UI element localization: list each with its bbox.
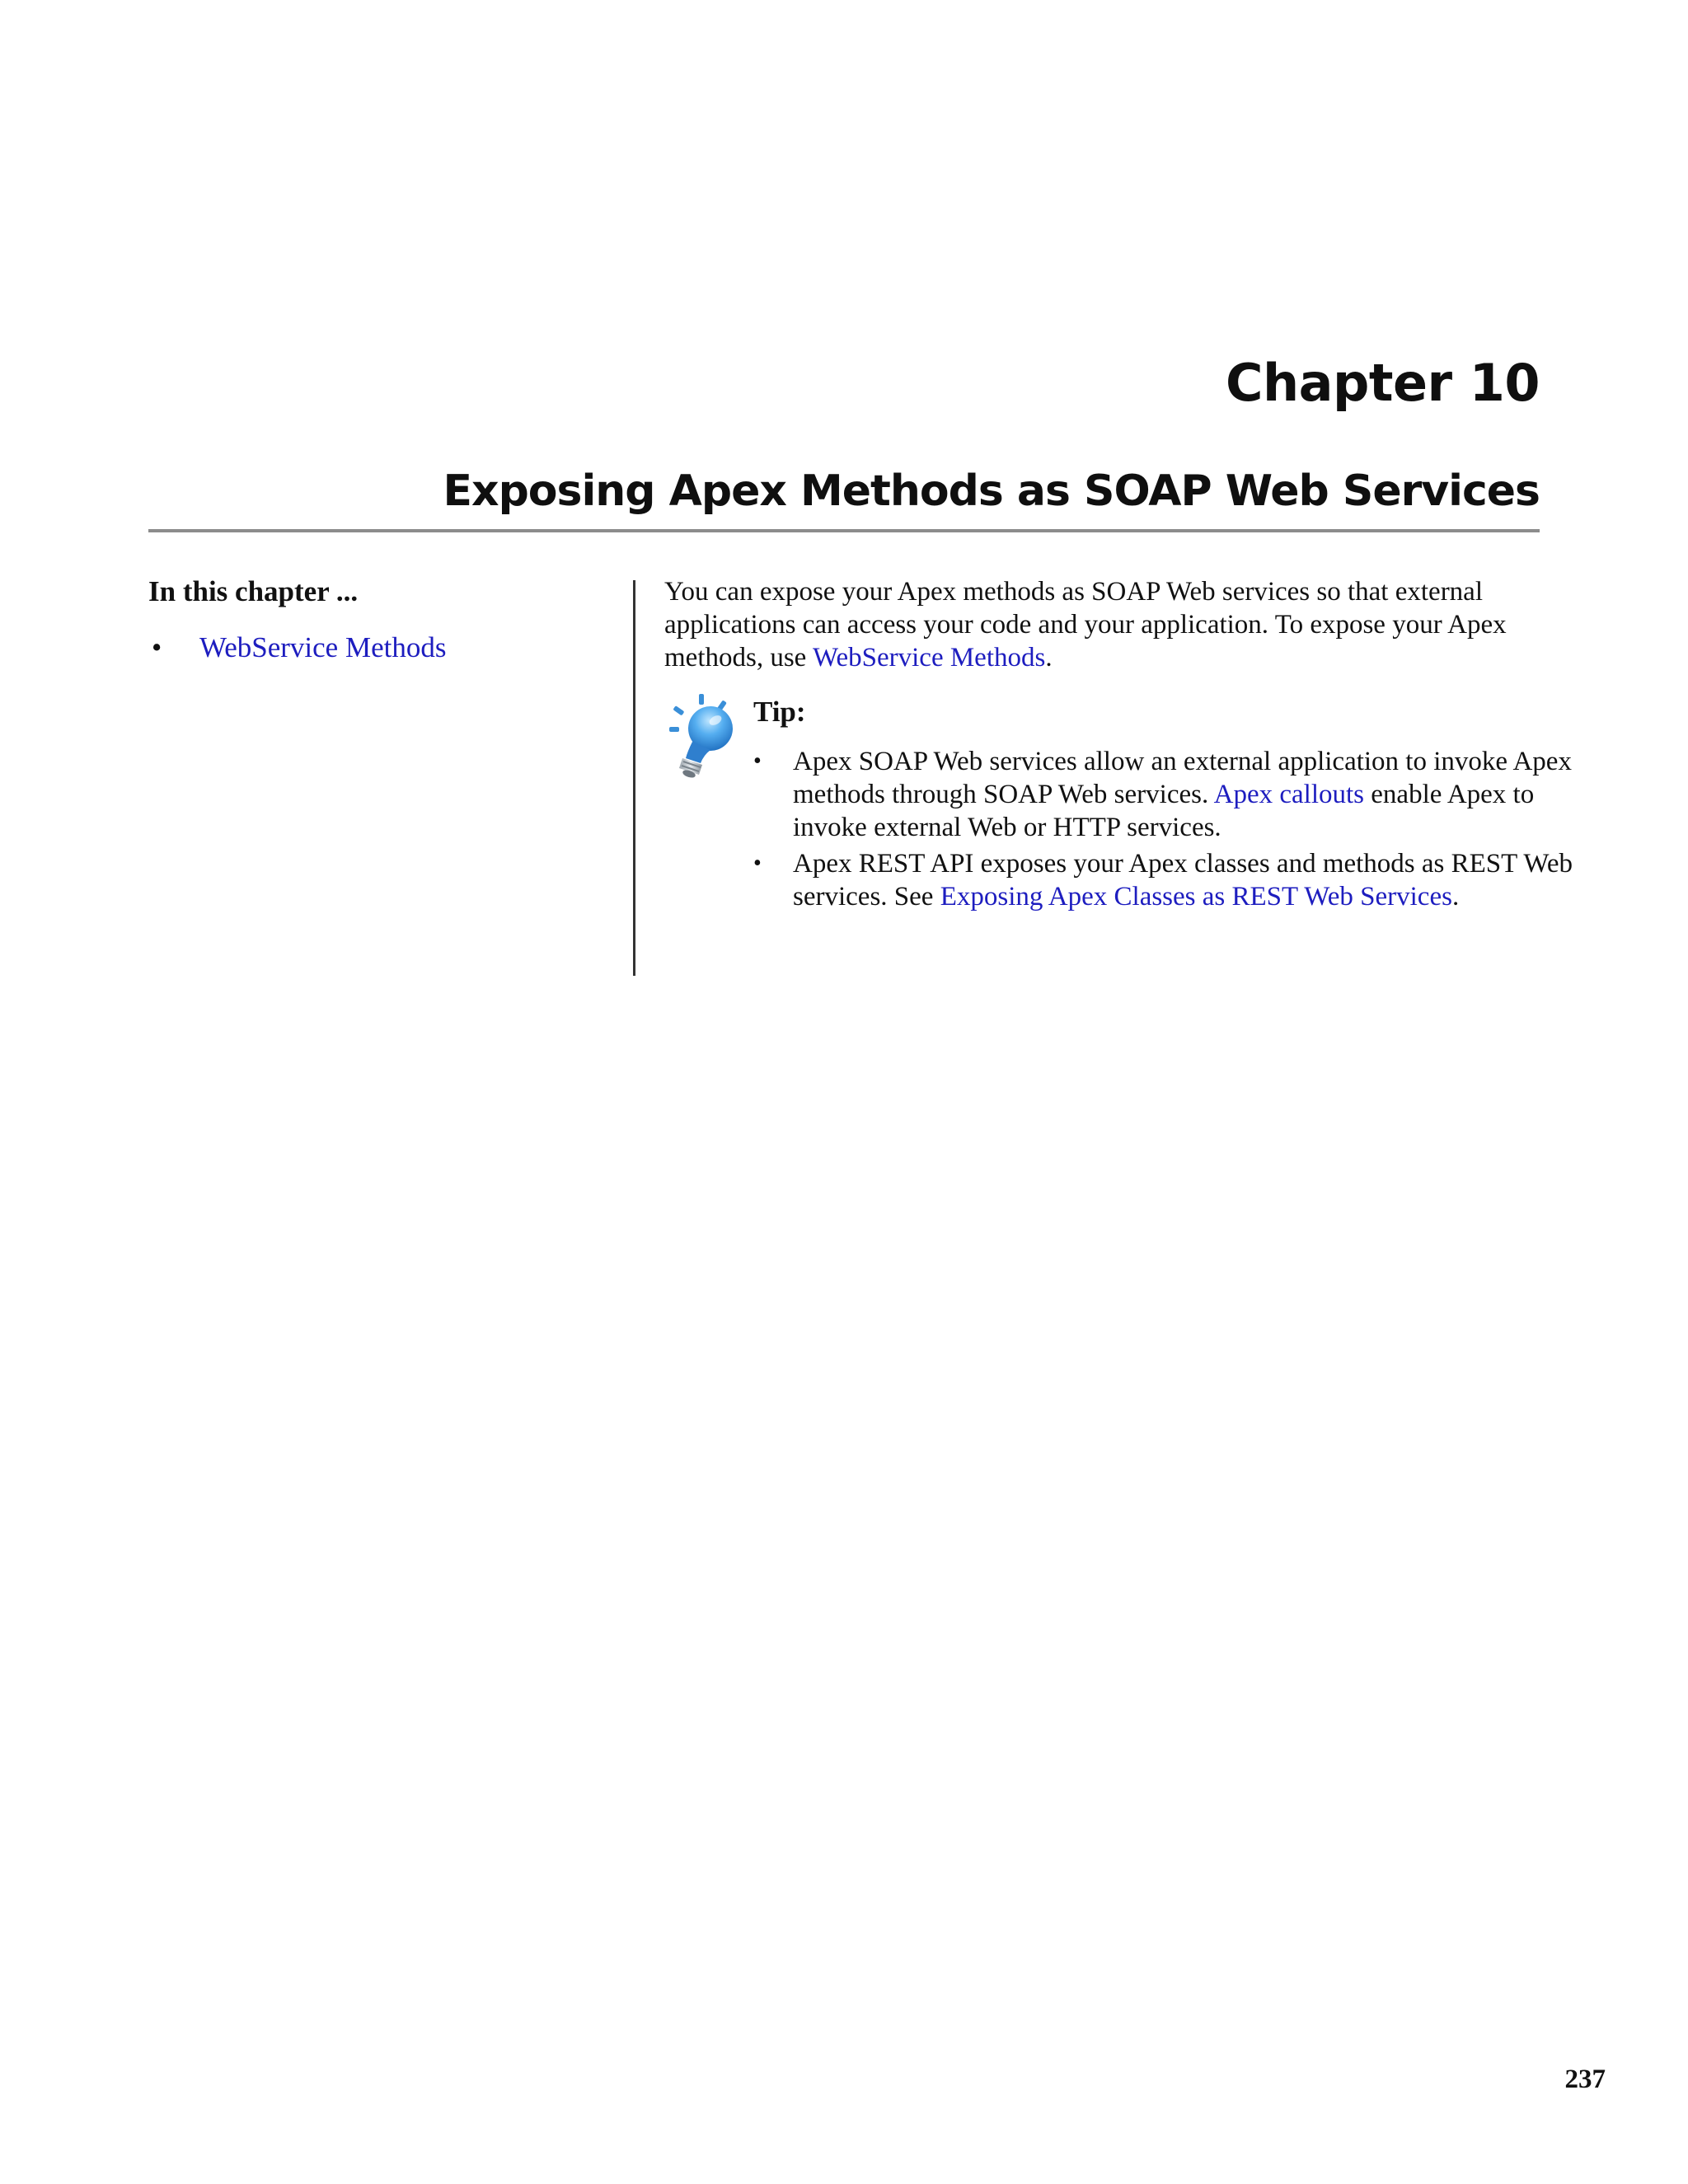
lightbulb-icon	[668, 692, 737, 780]
bullet-icon: •	[152, 631, 162, 663]
bullet-icon: •	[753, 748, 762, 774]
chapter-number: Chapter 10	[1226, 353, 1540, 413]
tip-link-apex-callouts[interactable]: Apex callouts	[1213, 780, 1365, 809]
sidebar-list	[148, 628, 610, 668]
tip-link-rest-web-services[interactable]: Exposing Apex Classes as REST Web Services	[940, 882, 1452, 912]
title-rule	[148, 529, 1540, 532]
tip-item-text: Apex SOAP Web services allow an external application to invoke Apex methods through SOAP Web services.	[793, 747, 1572, 809]
chapter-contents-sidebar	[148, 572, 610, 668]
tip-list	[753, 745, 1578, 916]
list-item	[753, 847, 1578, 913]
main-content	[664, 575, 1573, 940]
page-number: 237	[1564, 2064, 1606, 2094]
tip-label: Tip:	[753, 696, 806, 728]
list-item	[148, 628, 610, 668]
intro-text-end: .	[1045, 643, 1053, 673]
bullet-icon: •	[753, 851, 762, 876]
list-item	[753, 745, 1578, 844]
sidebar-heading: In this chapter ...	[148, 575, 359, 607]
tip-item-text: Apex REST API exposes your Apex classes and methods as REST Web services. See	[793, 849, 1573, 912]
chapter-title: Exposing Apex Methods as SOAP Web Services	[443, 466, 1540, 516]
intro-link-webservice-methods[interactable]: WebService Methods	[812, 643, 1046, 673]
sidebar-link-webservice-methods[interactable]: WebService Methods	[199, 631, 447, 663]
tip-item-text-end: enable Apex to invoke external Web or HTTP services.	[793, 780, 1535, 842]
intro-text: You can expose your Apex methods as SOAP Web services so that external applications can access your code and your application. To expose your Apex methods, use	[664, 577, 1507, 673]
tip-item-text-end: .	[1451, 882, 1460, 912]
column-divider	[633, 580, 635, 976]
intro-paragraph	[664, 575, 1546, 674]
tip-box	[664, 692, 1573, 940]
